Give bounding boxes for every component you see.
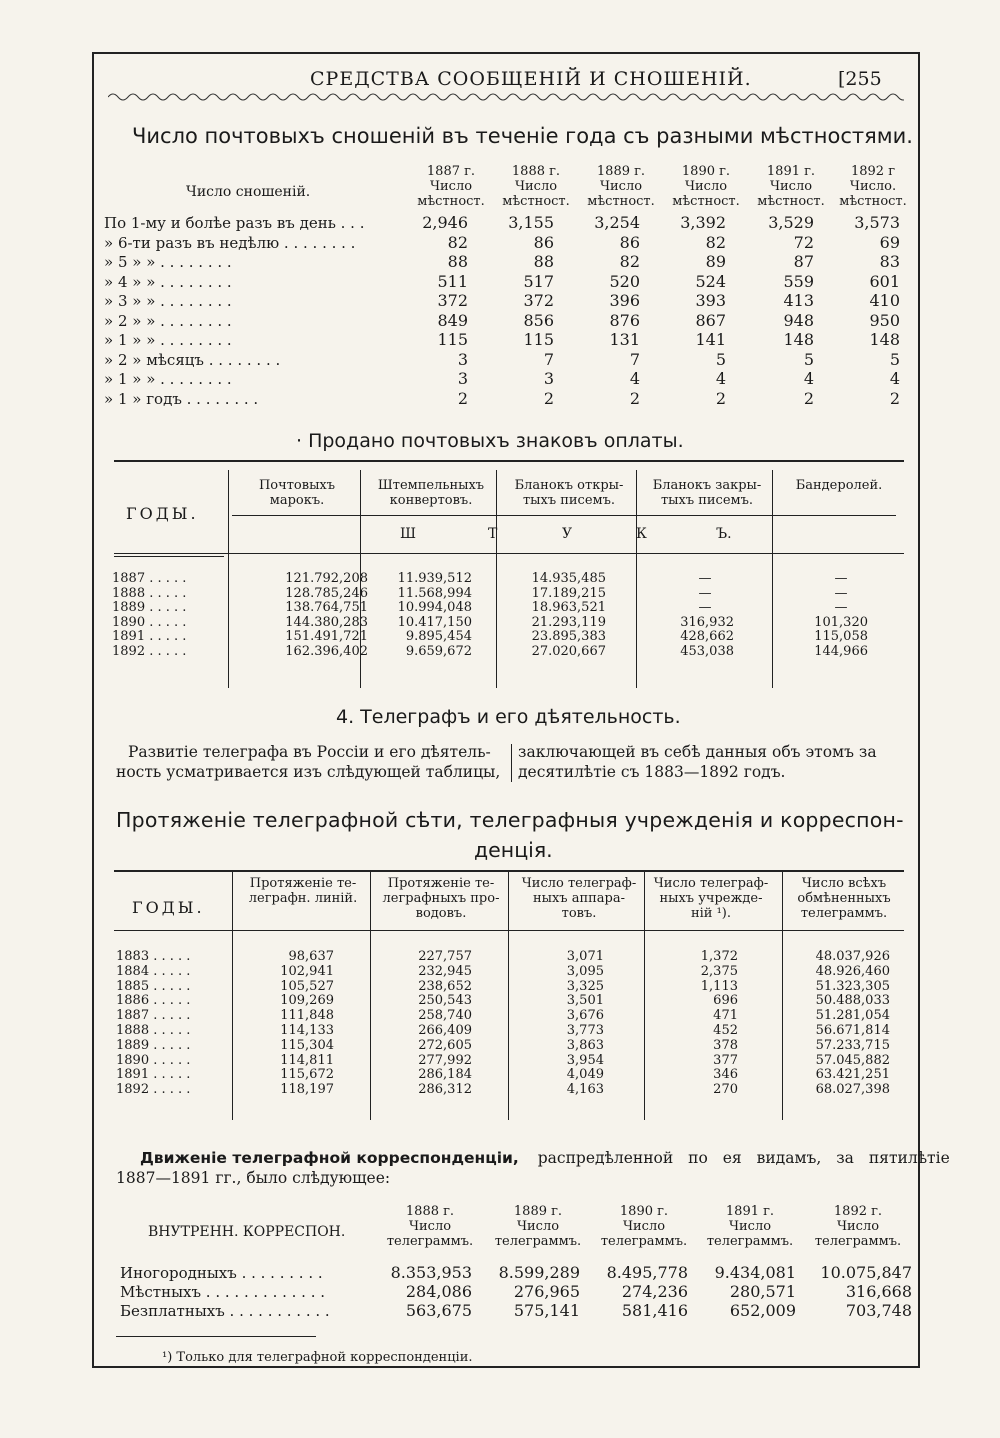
col-label2: телеграммъ. <box>706 1234 794 1249</box>
table3-col-divider <box>232 872 233 1120</box>
wavy-rule <box>108 90 904 104</box>
table4-cell: 316,668 <box>845 1282 912 1301</box>
table3-cell: 98,637 <box>288 949 334 964</box>
table3-cell: 277,992 <box>418 1052 472 1068</box>
col-label2: мѣстност. <box>839 194 907 209</box>
col-label2: мѣстност. <box>672 194 740 209</box>
table1-cell: 131 <box>609 330 640 349</box>
col-label2: телеграммъ. <box>600 1234 688 1249</box>
col-label2: мѣстност. <box>587 194 655 209</box>
table3-cell: 346 <box>713 1067 738 1083</box>
table3-cell: 56.671,814 <box>815 1023 890 1038</box>
table4-col-header <box>700 1204 800 1249</box>
table3-cell: 57.233,715 <box>815 1037 890 1053</box>
table2-cell: 162.396,402 <box>285 643 368 659</box>
table2-col-divider <box>496 470 497 688</box>
table4-row-header: ВНУТРЕНН. КОРРЕСПОН. <box>148 1224 346 1240</box>
table3-cell: 696 <box>713 993 738 1009</box>
table3-cell: 2,375 <box>700 963 738 979</box>
section4-divider <box>511 744 512 782</box>
table3-col-header <box>786 876 902 921</box>
table1-cell: 86 <box>619 232 640 252</box>
table1-row-label: » 1 » » . . . . . . . . <box>104 370 232 388</box>
table3-cell: 115,672 <box>280 1067 334 1083</box>
table1-cell: 87 <box>793 252 814 271</box>
table2-cell: 9.659,672 <box>405 643 472 659</box>
table1-cell: 2 <box>629 388 640 408</box>
table1-col-header <box>497 164 575 209</box>
table3-cell: 3,773 <box>566 1023 604 1038</box>
movement-lead-rest: распредѣленной по ея видамъ, за пятилѣтіе <box>537 1149 950 1167</box>
table1-cell: 3 <box>457 369 468 388</box>
table2-col-header: Бланокъ закры-тыхъ писемъ. <box>652 478 762 508</box>
table2-cell: 115,058 <box>814 629 868 644</box>
table2-top-rule <box>114 460 904 462</box>
table1-cell: 950 <box>869 310 900 330</box>
table3-cell: 232,945 <box>418 963 472 979</box>
table1-cell: 511 <box>437 271 468 291</box>
table2-cell: 23.895,383 <box>531 629 606 644</box>
table3-cell: 4,049 <box>566 1067 604 1083</box>
table2-cell: 453,038 <box>680 643 734 659</box>
table1-cell: 3 <box>457 349 468 369</box>
table1-cell: 2 <box>457 388 468 408</box>
table1-cell: 5 <box>803 349 814 369</box>
table2-cell: — <box>834 600 848 615</box>
table3-col-divider <box>782 872 783 1120</box>
table2-year: 1891 . . . . . <box>112 629 187 644</box>
table4-cell: 280,571 <box>729 1282 796 1301</box>
table2-cell: 17.189,215 <box>531 585 606 601</box>
table4-cell: 8.353,953 <box>390 1263 472 1282</box>
header-line: леграфныхъ про- <box>382 891 500 906</box>
table2-cell: 144,966 <box>814 643 868 659</box>
table3-cell: 250,543 <box>418 993 472 1009</box>
page-number: [255 <box>838 68 882 90</box>
col-label: Число. <box>849 179 897 194</box>
table2-cell: 428,662 <box>680 629 734 644</box>
table3-col-header <box>512 876 646 921</box>
footnote-rule <box>116 1336 316 1337</box>
table2-years-header: ГОДЫ. <box>126 504 199 523</box>
table1-cell: 3,155 <box>508 213 554 232</box>
table1-cell: 3,573 <box>854 213 900 232</box>
table1-cell: 4 <box>715 369 726 388</box>
table3-col-header <box>236 876 370 906</box>
table2-cell: 14.935,485 <box>531 571 606 586</box>
col-year: 1889 г. <box>513 1204 563 1219</box>
movement-lead-bold: Движеніе телеграфной корреспонденціи, <box>140 1149 519 1167</box>
table1-cell: 856 <box>523 310 554 330</box>
table3-cell: 286,312 <box>418 1082 472 1098</box>
header-line: леграфн. линій. <box>248 891 358 906</box>
table3-cell: 51.323,305 <box>815 978 890 994</box>
table2-cell: 316,932 <box>680 614 734 630</box>
table3-year: 1886 . . . . . <box>116 993 191 1009</box>
table3-cell: 105,527 <box>280 978 334 994</box>
table2-unit-rule <box>232 515 896 516</box>
table1-cell: 141 <box>695 330 726 349</box>
table1-cell: 520 <box>609 271 640 291</box>
col-year: 1888 г. <box>405 1204 455 1219</box>
table2-unit-letter: Ъ. <box>716 526 732 542</box>
table2-cell: 10.417,150 <box>397 614 472 630</box>
table1-cell: 2,946 <box>422 213 468 232</box>
table2-year: 1889 . . . . . <box>112 600 187 615</box>
table2-col-divider <box>636 470 637 688</box>
table3-cell: 266,409 <box>418 1023 472 1038</box>
table3-cell: 115,304 <box>280 1037 334 1053</box>
table2-cell: 18.963,521 <box>531 600 606 615</box>
table1-cell: 396 <box>609 291 640 310</box>
table4-row-label: Иногородныхъ . . . . . . . . . <box>120 1264 323 1282</box>
table3-cell: 4,163 <box>566 1082 604 1098</box>
table1-cell: 2 <box>803 388 814 408</box>
table3-cell: 3,676 <box>566 1008 604 1024</box>
table1-cell: 88 <box>533 252 554 271</box>
col-year: 1892 г. <box>833 1204 883 1219</box>
table2-cell: 144.380,283 <box>285 614 368 630</box>
table2-cell: 138.764,751 <box>285 600 368 615</box>
header-line: ній ¹). <box>690 906 732 921</box>
table2-year: 1888 . . . . . <box>112 585 187 601</box>
table1-cell: 72 <box>793 232 814 252</box>
table2-unit-letter: Ш <box>400 526 416 542</box>
table4-cell: 9.434,081 <box>714 1263 796 1282</box>
table3-cell: 272,605 <box>418 1037 472 1053</box>
col-year: 1891 г. <box>725 1204 775 1219</box>
table3-cell: 377 <box>713 1052 738 1068</box>
table3-year: 1890 . . . . . <box>116 1052 191 1068</box>
table4-cell: 703,748 <box>845 1301 912 1320</box>
table3-cell: 118,197 <box>280 1082 334 1098</box>
header-line: Число телеграф- <box>653 876 769 891</box>
table1-cell: 2 <box>889 388 900 408</box>
col-label: Число <box>684 179 728 194</box>
col-label2: телеграммъ. <box>494 1234 582 1249</box>
table2-cell: 11.568,994 <box>397 585 472 601</box>
table2-year: 1887 . . . . . <box>112 571 187 586</box>
table3-col-divider <box>644 872 645 1120</box>
table3-cell: 50.488,033 <box>815 993 890 1009</box>
col-label: Число <box>769 179 813 194</box>
col-label2: мѣстност. <box>417 194 485 209</box>
table1-cell: 148 <box>783 330 814 349</box>
table3-year: 1887 . . . . . <box>116 1008 191 1024</box>
table3-cell: 63.421,251 <box>815 1067 890 1083</box>
table1-cell: 867 <box>695 310 726 330</box>
table3-year: 1884 . . . . . <box>116 963 191 979</box>
table1-cell: 3,392 <box>680 213 726 232</box>
table1-cell: 82 <box>619 252 640 271</box>
table2-cell: — <box>698 571 712 586</box>
col-label2: телеграммъ. <box>814 1234 902 1249</box>
table1-row-label: » 6-ти разъ въ недѣлю . . . . . . . . <box>104 233 356 252</box>
table1-row-label: » 2 » » . . . . . . . . <box>104 311 232 330</box>
table3-cell: 3,095 <box>566 963 604 979</box>
table3-cell: 102,941 <box>280 963 334 979</box>
table1-cell: 3,254 <box>594 213 640 232</box>
col-year: 1887 г. <box>426 164 476 179</box>
table1-cell: 115 <box>523 330 554 349</box>
col-year: 1888 г. <box>511 164 561 179</box>
table1-row-label: » 2 » мѣсяцъ . . . . . . . . <box>104 350 281 369</box>
table2-cell: — <box>834 571 848 586</box>
table2-col-header: Штемпельныхъ конвертовъ. <box>377 478 485 508</box>
header-line: ныхъ аппара- <box>532 891 626 906</box>
table3-cell: 3,325 <box>566 978 604 994</box>
col-label: Число <box>836 1219 880 1234</box>
table1-row-label: » 4 » » . . . . . . . . <box>104 272 232 291</box>
table1-cell: 115 <box>437 330 468 349</box>
table1-cell: 7 <box>543 349 554 369</box>
table3-cell: 270 <box>713 1082 738 1098</box>
header-line: Число телеграф- <box>521 876 637 891</box>
table4-cell: 575,141 <box>513 1301 580 1320</box>
header-line: телеграммъ. <box>800 906 888 921</box>
table4-cell: 276,965 <box>513 1282 580 1301</box>
table2-cell: 101,320 <box>814 614 868 630</box>
header-line: ныхъ учрежде- <box>659 891 763 906</box>
header-line: Протяженіе те- <box>249 876 357 891</box>
table3-cell: 68.027,398 <box>815 1082 890 1098</box>
table4-col-header <box>380 1204 480 1249</box>
col-year: 1889 г. <box>596 164 646 179</box>
table3-year: 1892 . . . . . <box>116 1082 191 1098</box>
table3-cell: 109,269 <box>280 993 334 1009</box>
header-line: водовъ. <box>415 906 467 921</box>
table1-cell: 88 <box>447 252 468 271</box>
table3-year: 1891 . . . . . <box>116 1067 191 1083</box>
header-line: товъ. <box>561 906 597 921</box>
table3-year: 1889 . . . . . <box>116 1037 191 1053</box>
table1-row-label: » 3 » » . . . . . . . . <box>104 292 232 310</box>
table3-cell: 3,501 <box>566 993 604 1009</box>
table1-col-header <box>752 164 830 209</box>
table2-col-divider <box>228 470 229 688</box>
table2-title: · Продано почтовыхъ знаковъ оплаты. <box>296 430 684 452</box>
table2-col-header: Бланокъ откры-тыхъ писемъ. <box>514 478 624 508</box>
table4-cell: 8.599,289 <box>498 1263 580 1282</box>
table4-cell: 284,086 <box>405 1282 472 1301</box>
header-line: обмѣненныхъ <box>797 891 891 906</box>
col-label: Число <box>728 1219 772 1234</box>
section4-left-text-2: ность усматривается изъ слѣдующей таблицы, <box>116 763 501 781</box>
table3-cell: 1,113 <box>700 978 738 994</box>
table3-years-header: ГОДЫ. <box>132 898 205 917</box>
table1-cell: 559 <box>783 271 814 291</box>
table3-cell: 378 <box>713 1037 738 1053</box>
col-year: 1892 г <box>850 164 896 179</box>
table1-col-header <box>412 164 490 209</box>
table3-cell: 48.926,460 <box>815 963 890 979</box>
section4-right-text-2: десятилѣтіе съ 1883—1892 годъ. <box>518 763 786 781</box>
table2-header-rule <box>114 553 904 554</box>
table3-title-line2: денція. <box>474 838 553 862</box>
table1-cell: 89 <box>705 252 726 271</box>
table1-cell: 372 <box>523 291 554 310</box>
section4-right-text-1: заключающей въ себѣ данныя объ этомъ за <box>518 743 877 761</box>
table4-cell: 274,236 <box>621 1282 688 1301</box>
table1-cell: 2 <box>715 388 726 408</box>
table3-cell: 286,184 <box>418 1067 472 1083</box>
table1-cell: 5 <box>889 349 900 369</box>
table2-cell: 9.895,454 <box>405 629 472 644</box>
table3-col-header <box>374 876 508 921</box>
table1-title: Число почтовыхъ сношеній въ теченіе года съ разными мѣстностями. <box>132 124 913 148</box>
col-year: 1891 г. <box>766 164 816 179</box>
table1-cell: 393 <box>695 291 726 310</box>
table1-cell: 86 <box>533 232 554 252</box>
table4-row-label: Безплатныхъ . . . . . . . . . . . <box>120 1302 330 1320</box>
movement-line1 <box>140 1148 950 1168</box>
table2-cell: 27.020,667 <box>531 643 606 659</box>
table1-cell: 148 <box>869 330 900 349</box>
table3-col-divider <box>508 872 509 1120</box>
table1-cell: 82 <box>705 232 726 252</box>
table1-row-label: » 1 » » . . . . . . . . <box>104 331 232 349</box>
table4-row-label: Мѣстныхъ . . . . . . . . . . . . . <box>120 1283 326 1301</box>
table3-cell: 114,133 <box>280 1023 334 1038</box>
table3-title-line1: Протяженіе телеграфной сѣти, телеграфныя учрежденія и корреспон- <box>116 808 904 832</box>
col-label: Число <box>599 179 643 194</box>
table4-cell: 10.075,847 <box>820 1263 912 1282</box>
table3-cell: 3,071 <box>566 949 604 964</box>
table3-cell: 111,848 <box>280 1008 334 1024</box>
table2-cell: 11.939,512 <box>397 571 472 586</box>
col-label2: телеграммъ. <box>386 1234 474 1249</box>
col-year: 1890 г. <box>681 164 731 179</box>
table3-cell: 227,757 <box>418 949 472 964</box>
table4-cell: 8.495,778 <box>606 1263 688 1282</box>
table3-col-divider <box>370 872 371 1120</box>
col-label: Число <box>516 1219 560 1234</box>
table4-col-header <box>594 1204 694 1249</box>
col-label: Число <box>622 1219 666 1234</box>
table3-cell: 57.045,882 <box>815 1052 890 1068</box>
table2-year: 1890 . . . . . <box>112 614 187 630</box>
table2-cell: — <box>698 600 712 615</box>
table3-cell: 471 <box>713 1008 738 1024</box>
table3-cell: 258,740 <box>418 1008 472 1024</box>
table2-cell: — <box>834 585 848 601</box>
table3-year: 1888 . . . . . <box>116 1023 191 1038</box>
table1-cell: 948 <box>783 310 814 330</box>
table3-cell: 48.037,926 <box>815 949 890 964</box>
section4-left-text-1: Развитіе телеграфа въ Россіи и его дѣятель- <box>128 743 491 761</box>
table1-cell: 4 <box>803 369 814 388</box>
table1-cell: 83 <box>879 252 900 271</box>
table1-cell: 849 <box>437 310 468 330</box>
table1-cell: 7 <box>629 349 640 369</box>
table2-unit-letter: У <box>562 526 573 542</box>
table2-cell: 10.994,048 <box>397 600 472 615</box>
table1-cell: 69 <box>879 232 900 252</box>
table4-cell: 581,416 <box>621 1301 688 1320</box>
table2-cell: 21.293,119 <box>531 614 606 630</box>
col-label2: мѣстност. <box>757 194 825 209</box>
table1-cell: 82 <box>447 232 468 252</box>
col-year: 1890 г. <box>619 1204 669 1219</box>
table1-col-header <box>834 164 912 209</box>
table3-cell: 3,863 <box>566 1037 604 1053</box>
table1-cell: 372 <box>437 291 468 310</box>
table2-unit-letter: К <box>636 526 647 542</box>
table1-cell: 413 <box>783 291 814 310</box>
table3-year: 1885 . . . . . <box>116 978 191 994</box>
table4-cell: 652,009 <box>729 1301 796 1320</box>
table2-year: 1892 . . . . . <box>112 643 187 659</box>
table1-cell: 5 <box>715 349 726 369</box>
table2-cell: 121.792,208 <box>285 571 368 586</box>
table1-cell: 876 <box>609 310 640 330</box>
table2-cell: 128.785,246 <box>285 585 368 601</box>
table3-cell: 1,372 <box>700 949 738 964</box>
table3-cell: 3,954 <box>566 1052 604 1068</box>
table3-cell: 51.281,054 <box>815 1008 890 1024</box>
table2-col-header: Почтовыхъ марокъ. <box>258 478 336 508</box>
table3-year: 1883 . . . . . <box>116 949 191 964</box>
table1-cell: 517 <box>523 271 554 291</box>
table2-col-divider <box>772 470 773 688</box>
table2-cell: 151.491,721 <box>285 629 368 644</box>
col-label: Число <box>429 179 473 194</box>
col-label2: мѣстност. <box>502 194 570 209</box>
col-label: Число <box>514 179 558 194</box>
table4-col-header <box>488 1204 588 1249</box>
table1-cell: 4 <box>629 369 640 388</box>
table1-col-header <box>582 164 660 209</box>
movement-line2: 1887—1891 гг., было слѣдующее: <box>116 1169 391 1187</box>
table1-cell: 410 <box>869 291 900 310</box>
table1-cell: 4 <box>889 369 900 388</box>
table2-left-rule <box>114 556 224 557</box>
table3-cell: 114,811 <box>280 1052 334 1068</box>
table1-cell: 3 <box>543 369 554 388</box>
table1-cell: 3,529 <box>768 213 814 232</box>
footnote: ¹) Только для телеграфной корреспонденціи. <box>162 1350 473 1365</box>
table1-col-header <box>667 164 745 209</box>
table1-row-label: » 5 » » . . . . . . . . <box>104 253 232 271</box>
table1-cell: 601 <box>869 271 900 291</box>
running-title: СРЕДСТВА СООБЩЕНІЙ И СНОШЕНІЙ. <box>310 68 752 90</box>
table4-cell: 563,675 <box>405 1301 472 1320</box>
table1-cell: 2 <box>543 388 554 408</box>
section4-title: 4. Телеграфъ и его дѣятельность. <box>336 706 681 728</box>
table2-unit-letter: Т <box>488 526 498 542</box>
table2-cell: — <box>698 585 712 601</box>
col-label: Число <box>408 1219 452 1234</box>
header-line: Протяженіе те- <box>387 876 495 891</box>
table3-cell: 452 <box>713 1023 738 1038</box>
table2-col-header: Бандеролей. <box>795 478 883 493</box>
table3-col-header <box>648 876 774 921</box>
table3-cell: 238,652 <box>418 978 472 994</box>
table1-row-label: » 1 » годъ . . . . . . . . <box>104 389 259 408</box>
table1-cell: 524 <box>695 271 726 291</box>
table1-row-header: Число сношеній. <box>186 184 311 200</box>
table4-col-header <box>808 1204 908 1249</box>
header-line: Число всѣхъ <box>801 876 887 891</box>
table1-row-label: По 1-му и болѣе разъ въ день . . . <box>104 214 365 232</box>
